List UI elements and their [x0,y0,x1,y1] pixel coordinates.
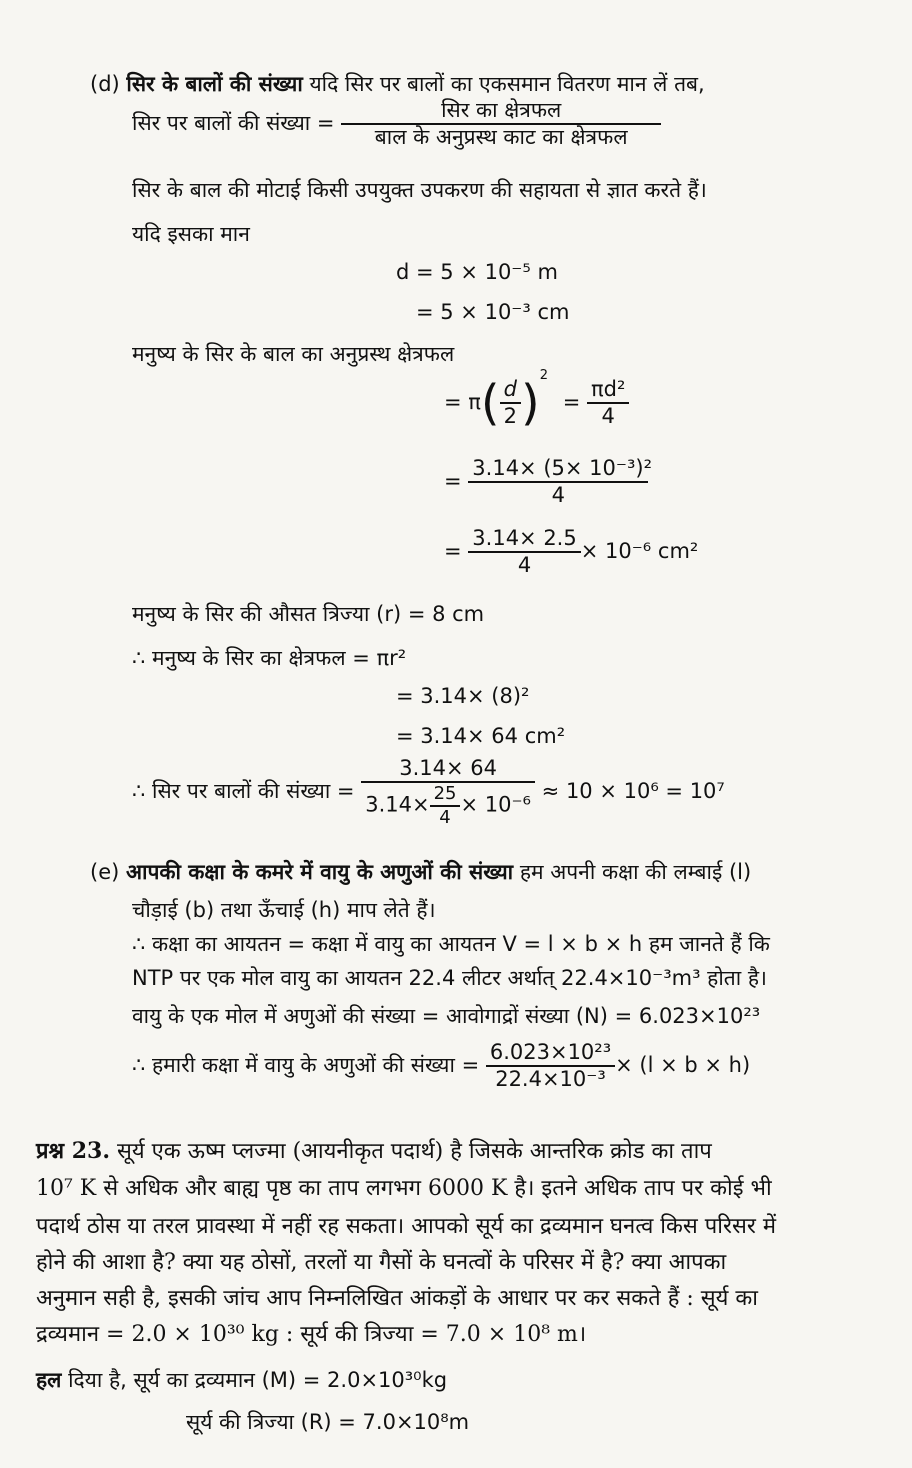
eq3-tail: × 10⁻⁶ cm² [580,539,699,564]
eq3-numerator: 3.14× 2.5 [468,526,580,553]
d-symbol: d [500,377,521,404]
q23-line4: होने की आशा है? क्या यह ठोसों, तरलों या गैसों के घनत्वों के परिसर में है? क्या आपका [36,1250,727,1275]
molecules-numerator: 6.023×10²³ [486,1040,615,1067]
q23-text-1: सूर्य एक ऊष्म प्लज्मा (आयनीकृत पदार्थ) है जिसके आन्तरिक क्रोड का ताप [117,1139,712,1164]
solution-line2: सूर्य की त्रिज्या (R) = 7.0×10⁸m [186,1410,470,1434]
square-exponent: 2 [539,368,549,383]
if-value-text: यदि इसका मान [132,222,250,246]
result-lhs: ∴ सिर पर बालों की संख्या = [132,779,355,804]
solution-label: हल [36,1368,62,1392]
d-value-cm: = 5 × 10⁻³ cm [416,300,570,324]
pid2-over-4-fraction [587,377,629,429]
head-area-line-3: = 3.14× 64 cm² [396,724,566,748]
hair-area-eq-2 [444,456,652,508]
radius-text: मनुष्य के सिर की औसत त्रिज्या (r) = 8 cm [132,602,485,626]
eq2-denominator: 4 [551,483,565,508]
equals-sign-3: = [444,539,462,564]
q23-label: प्रश्न 23. [36,1138,111,1164]
result-den-a: 3.14× [365,792,430,817]
hair-area-text: मनुष्य के सिर के बाल का अनुप्रस्थ क्षेत्रफल [132,342,455,366]
solution-text-1: दिया है, सूर्य का द्रव्यमान (M) = 2.0×10³⁰kg [68,1368,448,1392]
part-e-line2: चौड़ाई (b) तथा ऊँचाई (h) माप लेते हैं। [132,898,436,922]
result-den-inner-fraction [430,783,461,828]
part-e-line4: NTP पर एक मोल वायु का आयतन 22.4 लीटर अर्थात् 22.4×10⁻³m³ होता है। [132,966,767,990]
result-rhs: ≈ 10 × 10⁶ = 10⁷ [541,779,725,804]
thickness-text: सिर के बाल की मोटाई किसी उपयुक्त उपकरण की सहायता से ज्ञात करते हैं। [132,178,707,202]
part-d-heading: सिर के बालों की संख्या [126,72,303,96]
hair-area-eq-1 [444,368,629,431]
part-e-line6 [132,1040,750,1092]
part-d-heading-line [90,72,705,97]
q23-line5: अनुमान सही है, इसकी जांच आप निम्नलिखित आंकड़ों के आधार पर कर सकते हैं : सूर्य का [36,1286,758,1311]
eq2-fraction [468,456,652,508]
eq3-fraction [468,526,580,578]
part-e-line5: वायु के एक मोल में अणुओं की संख्या = आवोगाद्रों संख्या (N) = 6.023×10²³ [132,1004,761,1028]
q23-line3: पदार्थ ठोस या तरल प्रावस्था में नहीं रह सकता। आपको सूर्य का द्रव्यमान घनत्व किस परिसर में [36,1214,776,1239]
hair-count-fraction [341,98,661,150]
result-den-d: × 10⁻⁶ [460,792,531,817]
result-denominator [361,783,535,828]
pi-equals: = π [444,390,481,414]
pid2-numerator: πd² [587,377,629,404]
part-e-line6-lhs: ∴ हमारी कक्षा में वायु के अणुओं की संख्या = [132,1053,480,1078]
solution-line1 [36,1368,447,1393]
q23-line1 [36,1138,712,1165]
part-e-line1-tail: हम अपनी कक्षा की लम्बाई (l) [519,860,752,884]
part-e-label: (e) [90,860,120,884]
result-fraction [361,756,535,828]
eq3-denominator: 4 [517,553,532,578]
eq2-numerator: 3.14× (5× 10⁻³)² [468,456,648,483]
part-e-heading: आपकी कक्षा के कमरे में वायु के अणुओं की संख्या [126,860,514,884]
left-paren: ( [480,375,500,431]
hair-count-numerator: सिर का क्षेत्रफल [341,98,661,125]
right-paren: ) [521,375,540,431]
d-value-m: d = 5 × 10⁻⁵ m [396,260,558,284]
result-numerator: 3.14× 64 [361,756,535,783]
equals-sign: = [562,390,581,414]
part-d-intro: यदि सिर पर बालों का एकसमान वितरण मान लें तब, [309,72,705,96]
hair-count-denominator: बाल के अनुप्रस्थ काट का क्षेत्रफल [374,125,628,150]
molecules-fraction [486,1040,615,1092]
part-e-line3: ∴ कक्षा का आयतन = कक्षा में वायु का आयतन V = l × b × h हम जानते हैं कि [132,932,770,956]
q23-line6: द्रव्यमान = 2.0 × 10³⁰ kg : सूर्य की त्रिज्या = 7.0 × 10⁸ m। [36,1322,587,1347]
head-area-line-2: = 3.14× (8)² [396,684,530,708]
result-formula [132,756,725,828]
result-den-25: 25 [430,783,461,807]
q23-line2: 10⁷ K से अधिक और बाह्य पृष्ठ का ताप लगभग 6000 K है। इतने अधिक ताप पर कोई भी [36,1176,772,1201]
part-d-label: (d) [90,72,120,96]
two-denominator: 2 [503,404,518,428]
d-over-2-fraction [500,377,521,429]
head-area-text: ∴ मनुष्य के सिर का क्षेत्रफल = πr² [132,646,407,670]
part-e-heading-line [90,860,751,885]
hair-count-formula [132,98,661,150]
hair-count-lhs: सिर पर बालों की संख्या = [132,111,335,136]
four-denominator: 4 [601,404,615,428]
part-e-line6-tail: × (l × b × h) [615,1053,751,1078]
molecules-denominator: 22.4×10⁻³ [495,1067,606,1092]
result-den-4: 4 [439,806,451,828]
equals-sign-2: = [444,469,462,494]
hair-area-eq-3 [444,526,698,578]
